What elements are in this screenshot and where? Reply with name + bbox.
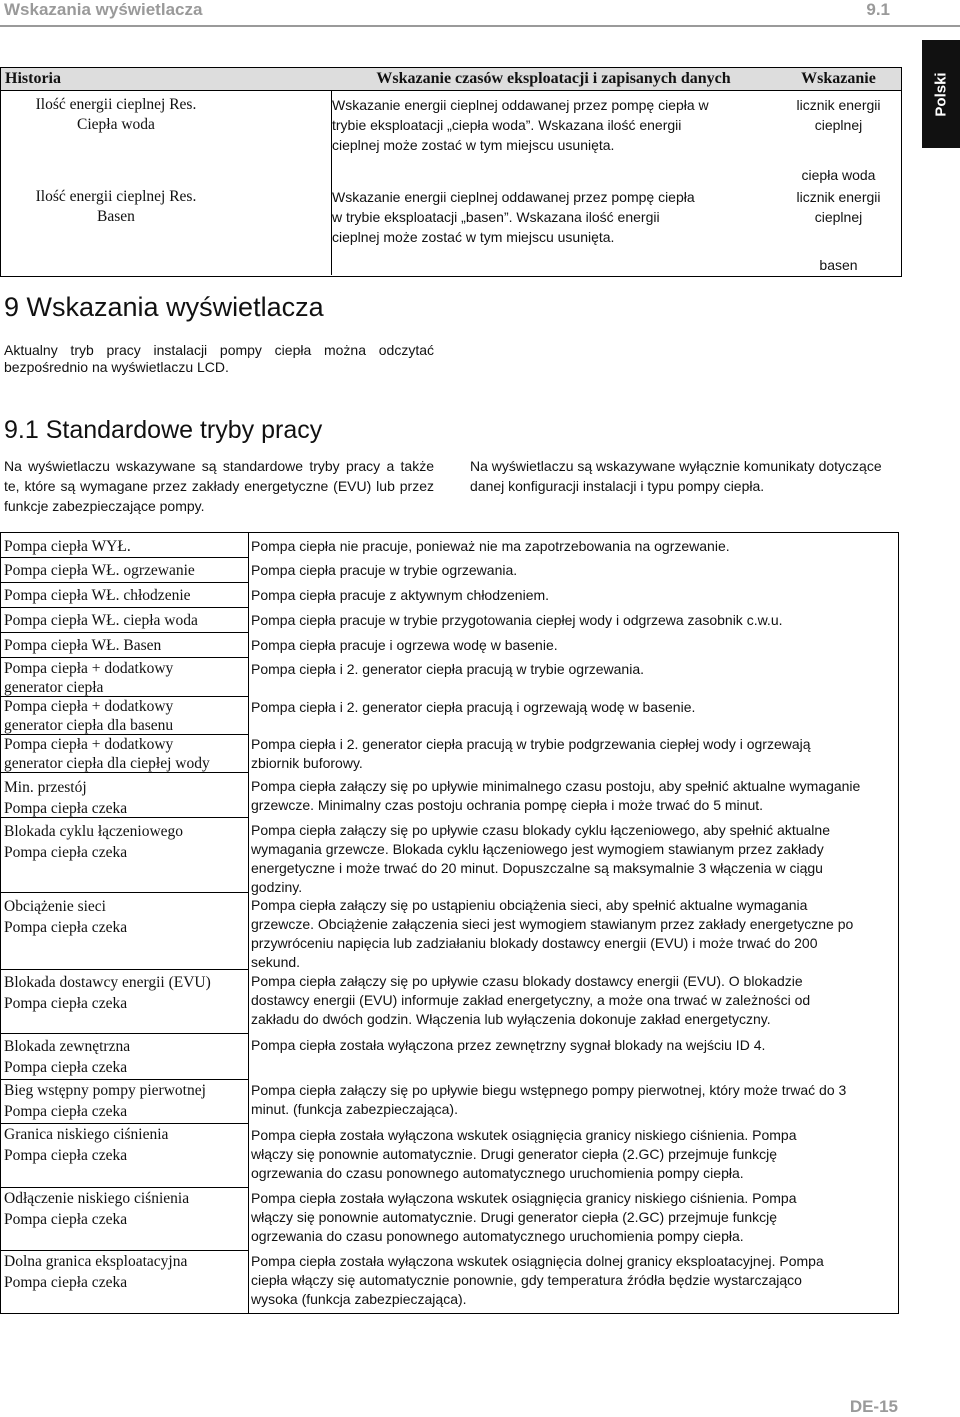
operating-modes-table	[0, 532, 899, 1314]
page-number: DE-15	[849, 1397, 898, 1416]
section-9-title: 9 Wskazania wyświetlacza	[4, 292, 324, 322]
mode-desc: Pompa ciepła załączy się po upływie czasu blokady cyklu łączeniowego, aby spełnić aktualne wymagania grzewcze. Blokada cyklu łączeniowego jest wymogiem stawianym przez zakłady energetyczne i może trwać do 20 minut. Dopuszczalne są maksymalnie 3 włączenia w ciągu godziny.	[251, 822, 830, 895]
row-divider	[1, 557, 249, 558]
header-historia: Historia	[5, 70, 61, 87]
language-tab	[922, 40, 960, 148]
mode-name: Blokada zewnętrzna Pompa ciepła czeka	[4, 1038, 131, 1076]
mode-name: Obciążenie sieci Pompa ciepła czeka	[4, 898, 128, 936]
row-divider	[1, 657, 249, 658]
history-row	[1, 187, 901, 276]
mode-desc: Pompa ciepła została wyłączona wskutek osiągnięcia granicy niskiego ciśnienia. Pompa włączy się ponownie automatycznie. Drugi generator ciepła (2.GC) przejmuje funkcję ogrzewania do czasu ponownego automatycznego uruchomienia pompy ciepła.	[251, 1190, 797, 1244]
section-9-1-text-right: Na wyświetlaczu są wskazywane wyłącznie komunikaty dotyczące danej konfiguracji instalacji i typu pompy ciepła.	[470, 458, 882, 494]
mode-desc: Pompa ciepła załączy się po upływie czasu blokady dostawcy energii (EVU). O blokadzie dostawcy energii (EVU) informuje zakład energetyczny, a może ona trwać w zależności od zakładu do dwóch godzin. Włączenia lub wyłączenia dokonuje zakład energetyczny.	[251, 973, 811, 1027]
row-divider	[1, 607, 249, 608]
mode-desc: Pompa ciepła została wyłączona wskutek osiągnięcia dolnej granicy eksploatacyjnej. Pompa ciepła włączy się automatycznie ponownie, gdy temperatura źródła będzie wystarczająco wysoka (funkcja zabezpieczająca).	[251, 1253, 824, 1307]
mode-desc: Pompa ciepła pracuje w trybie ogrzewania.	[251, 562, 518, 578]
history-row-name: Ilość energii cieplnej Res. Ciepła woda	[35, 96, 197, 133]
history-row-display-sub: ciepła woda	[801, 167, 876, 183]
mode-desc: Pompa ciepła została wyłączona wskutek osiągnięcia granicy niskiego ciśnienia. Pompa włączy się ponownie automatycznie. Drugi generator ciepła (2.GC) przejmuje funkcję ogrzewania do czasu ponownego automatycznego uruchomienia pompy ciepła.	[251, 1127, 797, 1181]
section-9-text: Aktualny tryb pracy instalacji pompy ciepła można odczytać bezpośrednio na wyświetlaczu LCD.	[4, 342, 434, 375]
mode-name: Pompa ciepła + dodatkowy generator ciepła dla ciepłej wody	[4, 736, 210, 772]
mode-desc: Pompa ciepła i 2. generator ciepła pracują i ogrzewają wodę w basenie.	[251, 699, 696, 715]
mode-name: Pompa ciepła + dodatkowy generator ciepła	[4, 660, 174, 696]
history-row	[1, 91, 901, 187]
history-row-display: licznik energii cieplnej	[796, 97, 881, 133]
mode-desc: Pompa ciepła załączy się po upływie biegu wstępnego pompy pierwotnej, który może trwać do 3 minut. (funkcja zabezpieczająca).	[251, 1082, 847, 1117]
mode-desc: Pompa ciepła nie pracuje, ponieważ nie ma zapotrzebowania na ogrzewanie.	[251, 538, 730, 554]
running-header-section: 9.1	[866, 0, 890, 19]
header-wskazanie: Wskazanie	[801, 70, 876, 87]
mode-desc: Pompa ciepła i 2. generator ciepła pracują w trybie ogrzewania.	[251, 661, 644, 677]
mode-name: Pompa ciepła WŁ. ciepła woda	[4, 612, 198, 629]
language-tab-label: Polski	[932, 71, 950, 117]
mode-name: Pompa ciepła + dodatkowy generator ciepła dla basenu	[4, 698, 174, 734]
section-9-1-text-left: Na wyświetlaczu wskazywane są standardowe tryby pracy a także te, które są wymagane przez zakłady energetyczne (EVU) lub przez funkcje zabezpieczające pompy.	[4, 458, 434, 514]
row-divider	[1, 892, 249, 893]
row-divider	[1, 1033, 249, 1034]
mode-name: Min. przestój Pompa ciepła czeka	[4, 779, 128, 817]
row-divider	[1, 969, 249, 970]
row-divider	[1, 582, 249, 583]
mode-name: Pompa ciepła WYŁ.	[4, 538, 131, 555]
mode-name: Bieg wstępny pompy pierwotnej Pompa ciepła czeka	[4, 1082, 206, 1120]
row-divider	[1, 632, 249, 633]
mode-name: Blokada cyklu łączeniowego Pompa ciepła czeka	[4, 823, 184, 861]
running-header-title: Wskazania wyświetlacza	[4, 0, 203, 19]
mode-desc: Pompa ciepła pracuje w trybie przygotowania ciepłej wody i odgrzewa zasobnik c.w.u.	[251, 612, 783, 628]
history-table-header	[1, 68, 901, 91]
mode-name: Pompa ciepła WŁ. Basen	[4, 637, 162, 654]
mode-desc: Pompa ciepła załączy się po ustąpieniu obciążenia sieci, aby spełnić aktualne wymagania grzewcze. Obciążenie załączenia sieci jest wymogiem stawianym przez zakłady energetyczne po przywróceniu napięcia lub zadziałaniu blokady dostawcy energii (EVU) i może trwać do 200 sekund.	[251, 897, 854, 970]
history-row-desc: Wskazanie energii cieplnej oddawanej przez pompę ciepła w trybie eksploatacji „basen”. Wskazana ilość energii cieplnej może zostać w tym miejscu usunięta.	[332, 189, 695, 245]
mode-desc: Pompa ciepła załączy się po upływie minimalnego czasu postoju, aby spełnić aktualne wymaganie grzewcze. Minimalny czas postoju ochrania pompę ciepła i może trwać do 5 minut.	[251, 778, 861, 813]
header-rule	[0, 25, 960, 27]
mode-desc: Pompa ciepła pracuje i ogrzewa wodę w basenie.	[251, 637, 558, 653]
mode-desc: Pompa ciepła pracuje z aktywnym chłodzeniem.	[251, 587, 550, 603]
mode-name: Granica niskiego ciśnienia Pompa ciepła czeka	[4, 1126, 169, 1164]
mode-name: Pompa ciepła WŁ. ogrzewanie	[4, 562, 195, 579]
history-row-desc: Wskazanie energii cieplnej oddawanej przez pompę ciepła w trybie eksploatacji „ciepła woda”. Wskazana ilość energii cieplnej może zostać w tym miejscu usunięta.	[332, 97, 709, 153]
mode-name: Dolna granica eksploatacyjna Pompa ciepła czeka	[4, 1253, 188, 1291]
section-9-1-title: 9.1 Standardowe tryby pracy	[4, 416, 323, 444]
mode-name: Blokada dostawcy energii (EVU) Pompa ciepła czeka	[4, 974, 211, 1012]
mode-desc: Pompa ciepła została wyłączona przez zewnętrzny sygnał blokady na wejściu ID 4.	[251, 1037, 766, 1053]
history-row-display-sub: basen	[819, 257, 858, 273]
header-wskazanie-czasow: Wskazanie czasów eksploatacji i zapisanych danych	[376, 70, 731, 87]
mode-name: Odłączenie niskiego ciśnienia Pompa ciepła czeka	[4, 1190, 190, 1228]
mode-name: Pompa ciepła WŁ. chłodzenie	[4, 587, 191, 604]
history-row-name: Ilość energii cieplnej Res. Basen	[35, 188, 197, 225]
mode-desc: Pompa ciepła i 2. generator ciepła pracują w trybie podgrzewania ciepłej wody i ogrzewają zbiornik buforowy.	[251, 736, 811, 771]
history-row-display: licznik energii cieplnej	[796, 189, 881, 225]
history-table	[0, 67, 902, 277]
